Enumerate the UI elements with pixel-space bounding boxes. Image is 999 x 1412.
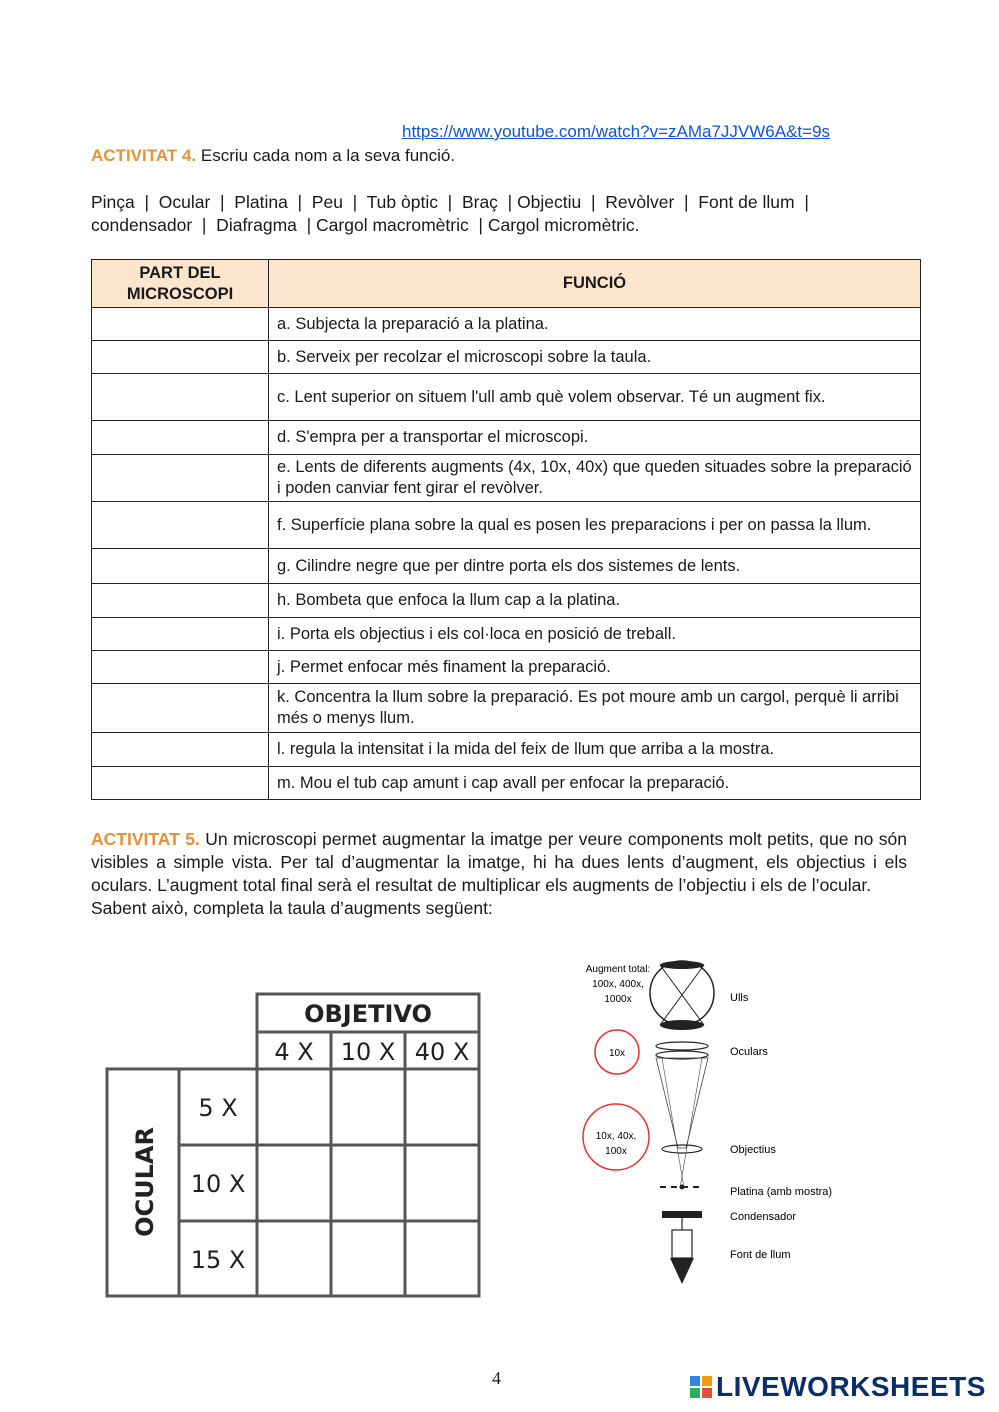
part-answer-cell[interactable] <box>92 684 269 733</box>
activity-5 <box>91 828 907 920</box>
label-objectius: Objectius <box>730 1144 776 1156</box>
liveworksheets-logo-icon <box>690 1376 712 1398</box>
function-cell: l. regula la intensitat i la mida del feix de llum que arriba a la mostra. <box>269 733 921 767</box>
part-answer-cell[interactable] <box>92 502 269 549</box>
function-cell: a. Subjecta la preparació a la platina. <box>269 308 921 341</box>
answer-cell[interactable] <box>333 1223 403 1295</box>
col-header: 4 X <box>274 1038 314 1066</box>
col-header: 40 X <box>414 1038 470 1066</box>
function-cell: c. Lent superior on situem l'ull amb què volem observar. Té un augment fix. <box>269 374 921 421</box>
function-cell: h. Bombeta que enfoca la llum cap a la platina. <box>269 584 921 618</box>
part-answer-cell[interactable] <box>92 618 269 651</box>
function-cell: m. Mou el tub cap amunt i cap avall per enfocar la preparació. <box>269 767 921 800</box>
col-header: 10 X <box>340 1038 396 1066</box>
part-answer-cell[interactable] <box>92 308 269 341</box>
row-header: 5 X <box>198 1094 238 1122</box>
function-cell: e. Lents de diferents augments (4x, 10x, 40x) que queden situades sobre la preparació i poden canviar fent girar el revòlver. <box>269 455 921 502</box>
brand-name: LIVEWORKSHEETS <box>716 1371 986 1402</box>
part-answer-cell[interactable] <box>92 767 269 800</box>
label-condensador: Condensador <box>730 1211 797 1223</box>
part-answer-cell[interactable] <box>92 421 269 455</box>
magnification-table <box>105 992 483 1300</box>
label-platina: Platina (amb mostra) <box>730 1186 833 1198</box>
activity-4-label: ACTIVITAT 4. <box>91 146 197 165</box>
ocular-label: OCULAR <box>131 1127 159 1237</box>
row-header: 15 X <box>190 1246 246 1274</box>
optics-diagram <box>570 958 870 1288</box>
objective-aug-text: 10x, 40x, <box>595 1131 637 1142</box>
part-answer-cell[interactable] <box>92 549 269 584</box>
function-table <box>91 259 921 800</box>
part-answer-cell[interactable] <box>92 651 269 684</box>
aug-total-text: Augment total: <box>585 964 651 975</box>
objetivo-label: OBJETIVO <box>304 1000 432 1028</box>
answer-cell[interactable] <box>333 1071 403 1143</box>
activity-4-instruction: Escriu cada nom a la seva funció. <box>200 146 456 165</box>
aug-total-values: 100x, 400x, <box>592 979 644 990</box>
liveworksheets-brand <box>690 1371 986 1403</box>
row-header: 10 X <box>190 1170 246 1198</box>
function-cell: k. Concentra la llum sobre la preparació. Es pot moure amb un cargol, perquè li arribi més o menys llum. <box>269 684 921 733</box>
youtube-link[interactable]: https://www.youtube.com/watch?v=zAMa7JJVW6A&t=9s <box>402 122 831 141</box>
answer-cell[interactable] <box>407 1071 477 1143</box>
part-answer-cell[interactable] <box>92 584 269 618</box>
answer-cell[interactable] <box>407 1147 477 1219</box>
ocular-aug-text: 10x <box>608 1048 626 1059</box>
part-answer-cell[interactable] <box>92 733 269 767</box>
function-cell: b. Serveix per recolzar el microscopi sobre la taula. <box>269 341 921 374</box>
activity-5-text: Un microscopi permet augmentar la imatge per veure components molt petits, que no són visibles a simple vista. Per tal d’augmentar la imatge, hi ha dues lents d’augment, els objectius i els oculars. L’augment total final serà el resultat de multiplicar els augments de l’objectiu i els de l’ocular. <box>91 829 907 895</box>
function-cell: f. Superfície plana sobre la qual es posen les preparacions i per on passa la llum. <box>269 502 921 549</box>
function-cell: i. Porta els objectius i els col·loca en posició de treball. <box>269 618 921 651</box>
answer-cell[interactable] <box>407 1223 477 1295</box>
part-answer-cell[interactable] <box>92 455 269 502</box>
part-answer-cell[interactable] <box>92 341 269 374</box>
part-answer-cell[interactable] <box>92 374 269 421</box>
label-ulls: Ulls <box>730 992 749 1004</box>
answer-cell[interactable] <box>333 1147 403 1219</box>
label-oculars: Oculars <box>730 1046 768 1058</box>
header-part: PART DEL MICROSCOPI <box>92 260 269 308</box>
header-function: FUNCIÓ <box>269 260 921 308</box>
aug-total-max: 1000x <box>604 994 632 1005</box>
function-cell: d. S'empra per a transportar el microscopi. <box>269 421 921 455</box>
page-number: 4 <box>492 1368 501 1388</box>
answer-cell[interactable] <box>259 1071 329 1143</box>
activity-5-label: ACTIVITAT 5. <box>91 829 200 849</box>
function-cell: g. Cilindre negre que per dintre porta els dos sistemes de lents. <box>269 549 921 584</box>
answer-cell[interactable] <box>259 1223 329 1295</box>
activity-4-title <box>91 146 455 166</box>
function-cell: j. Permet enfocar més finament la preparació. <box>269 651 921 684</box>
label-font-de-llum: Font de llum <box>730 1249 791 1261</box>
answer-cell[interactable] <box>259 1147 329 1219</box>
word-bank: Pinça | Ocular | Platina | Peu | Tub òptic | Braç | Objectiu | Revòlver | Font de llum | condensador | Diafragma | Cargol macromètric | Cargol micromètric. <box>91 192 819 235</box>
activity-5-instruction: Sabent això, completa la taula d’augments següent: <box>91 898 493 918</box>
objective-aug-text-2: 100x <box>605 1146 627 1157</box>
eye-icon <box>650 961 714 1025</box>
